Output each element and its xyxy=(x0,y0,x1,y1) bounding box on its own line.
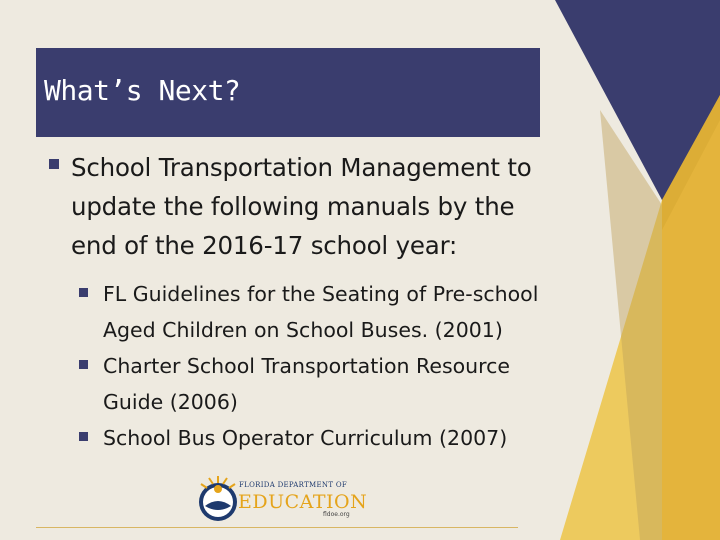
manual-list xyxy=(44,276,554,456)
title-bar xyxy=(36,48,540,137)
list-item-text: FL Guidelines for the Seating of Pre-school Aged Children on School Buses. (2001) xyxy=(103,282,539,342)
main-bullet xyxy=(44,148,554,265)
logo-url-text: fldoe.org xyxy=(323,511,350,518)
divider xyxy=(36,527,518,528)
main-bullet-text: School Transportation Management to update the following manuals by the end of the 2016-17 school year: xyxy=(71,153,532,260)
square-bullet-icon xyxy=(79,288,88,297)
square-bullet-icon xyxy=(79,432,88,441)
slide-title: What’s Next? xyxy=(44,74,241,107)
list-item xyxy=(44,420,554,456)
logo-top-text: FLORIDA DEPARTMENT OF xyxy=(239,481,348,489)
square-bullet-icon xyxy=(79,360,88,369)
fl-doe-logo xyxy=(195,476,368,524)
list-item-text: School Bus Operator Curriculum (2007) xyxy=(103,426,508,450)
list-item xyxy=(44,276,554,348)
slide-content xyxy=(44,148,554,456)
list-item-text: Charter School Transportation Resource Guide (2006) xyxy=(103,354,511,414)
square-bullet-icon xyxy=(49,159,59,169)
sun-person-icon xyxy=(195,476,241,524)
logo-main-text: EDUCATION xyxy=(238,491,368,513)
list-item xyxy=(44,348,554,420)
